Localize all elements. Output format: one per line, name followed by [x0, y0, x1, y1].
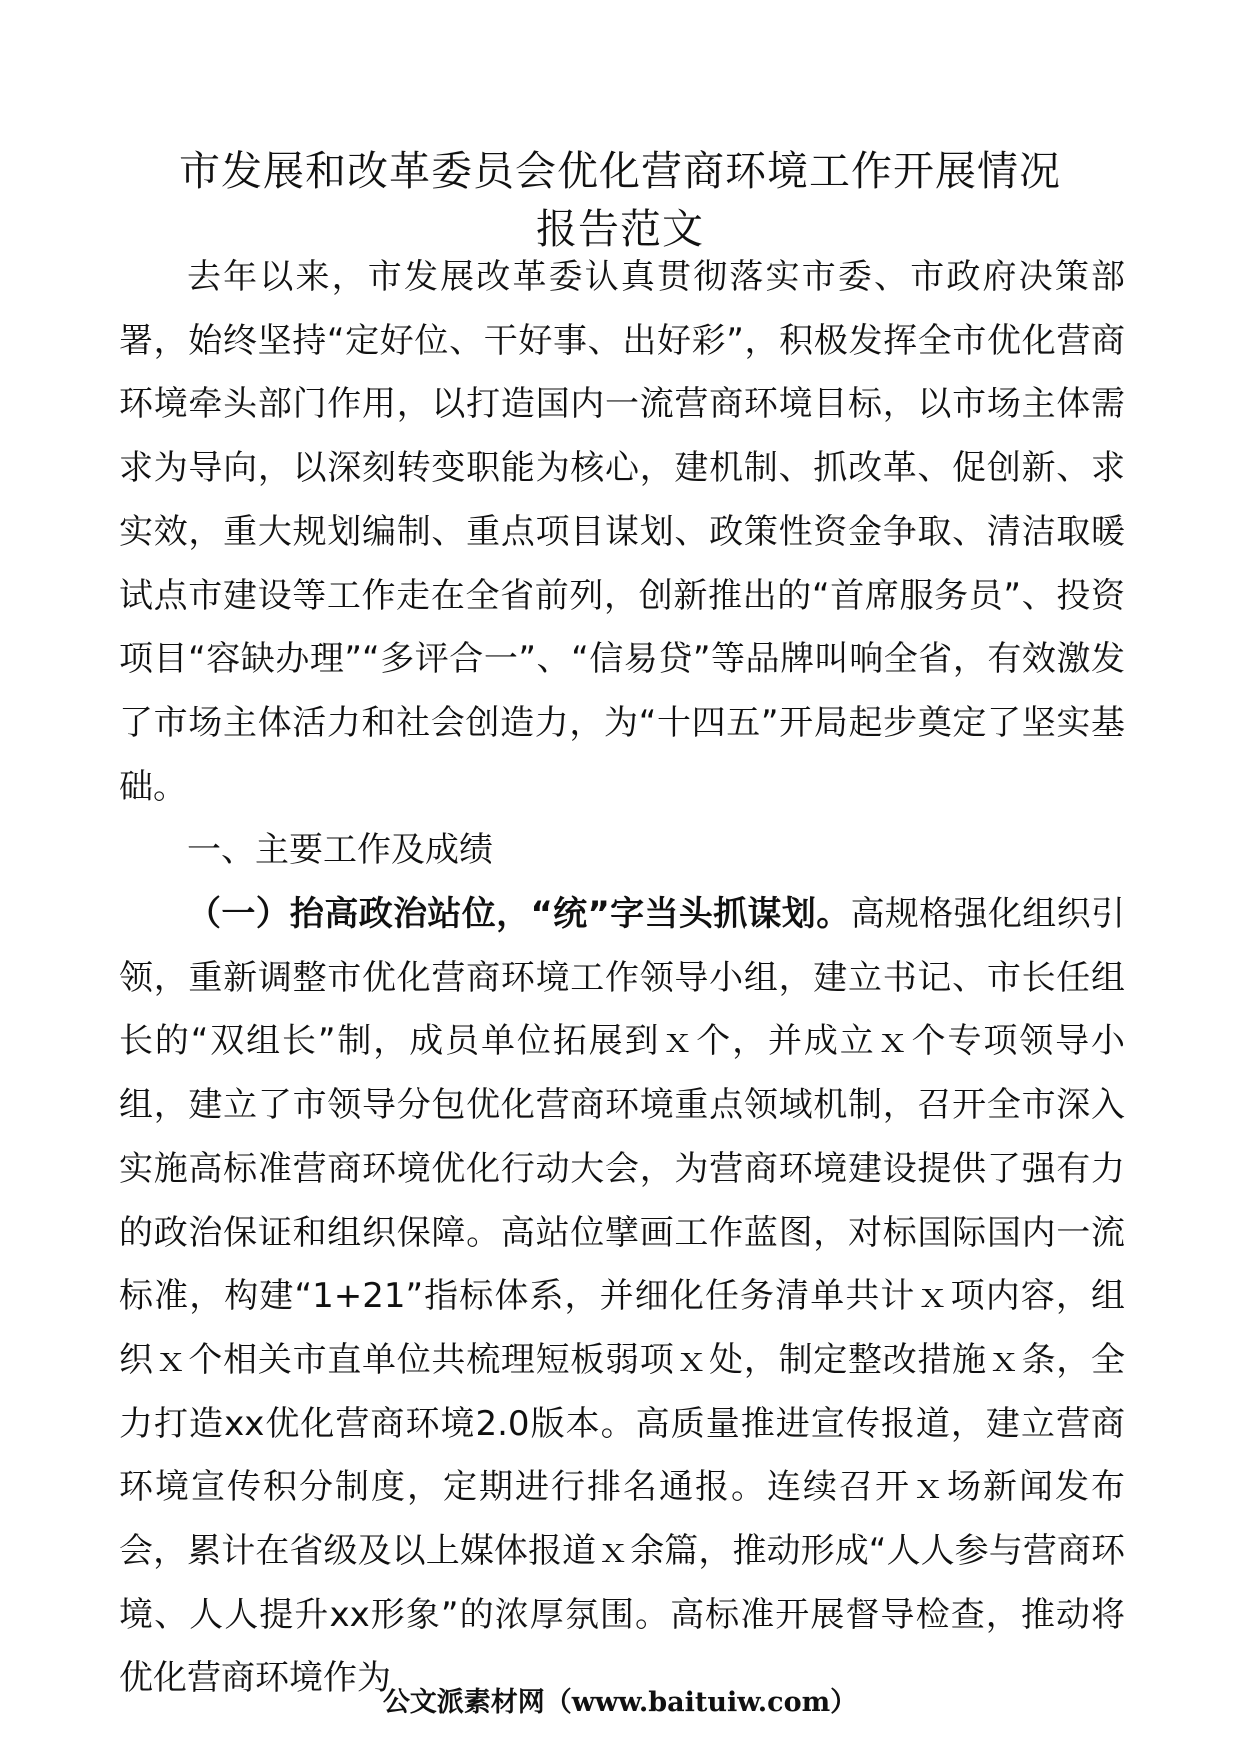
section-heading: 一、主要工作及成绩 [187, 830, 493, 871]
footer-watermark: 公文派素材网（www.baituiw.com） [382, 1687, 858, 1718]
subsection-text: 高规格强化组织引领，重新调整市优化营商环境工作领导小组，建立书记、市长任组长的“双组长”制，成员单位拓展到ｘ个，并成立ｘ个专项领导小组，建立了市领导分包优化营商环境重点领域机制，召开全市深入实施高标准营商环境优化行动大会，为营商环境建设提供了强有力的政治保证和组织保障。高站位擘画工作蓝图，对标国际国内一流标准，构建“1+21”指标体系，并细化任务清单共计ｘ项内容，组织ｘ个相关市直单位共梳理短板弱项ｘ处，制定整改措施ｘ条，全力打造xx优化营商环境2.0版本。高质量推进宣传报道，建立营商环境宣传积分制度，定期进行排名通报。连续召开ｘ场新闻发布会，累计在省级及以上媒体报道ｘ余篇，推动形成“人人参与营商环境、人人提升xx形象”的浓厚氛围。高标准开展督导检查，推动将优化营商环境作为 [119, 894, 1125, 1699]
document-title [100, 142, 1140, 258]
subsection-paragraph [119, 883, 1125, 1711]
document-body [119, 246, 1125, 1711]
title-line-1: 市发展和改革委员会优化营商环境工作开展情况 [179, 147, 1061, 195]
subsection-heading: （一）抬高政治站位，“统”字当头抓谋划。 [187, 894, 851, 935]
title-line-2: 报告范文 [536, 205, 704, 253]
intro-paragraph: 去年以来，市发展改革委认真贯彻落实市委、市政府决策部署，始终坚持“定好位、干好事、出好彩”，积极发挥全市优化营商环境牵头部门作用，以打造国内一流营商环境目标，以市场主体需求为导向，以深刻转变职能为核心，建机制、抓改革、促创新、求实效，重大规划编制、重点项目谋划、政策性资金争取、清洁取暖试点市建设等工作走在全省前列，创新推出的“首席服务员”、投资项目“容缺办理”“多评合一”、“信易贷”等品牌叫响全省，有效激发了市场主体活力和社会创造力，为“十四五”开局起步奠定了坚实基础。 [119, 257, 1125, 807]
